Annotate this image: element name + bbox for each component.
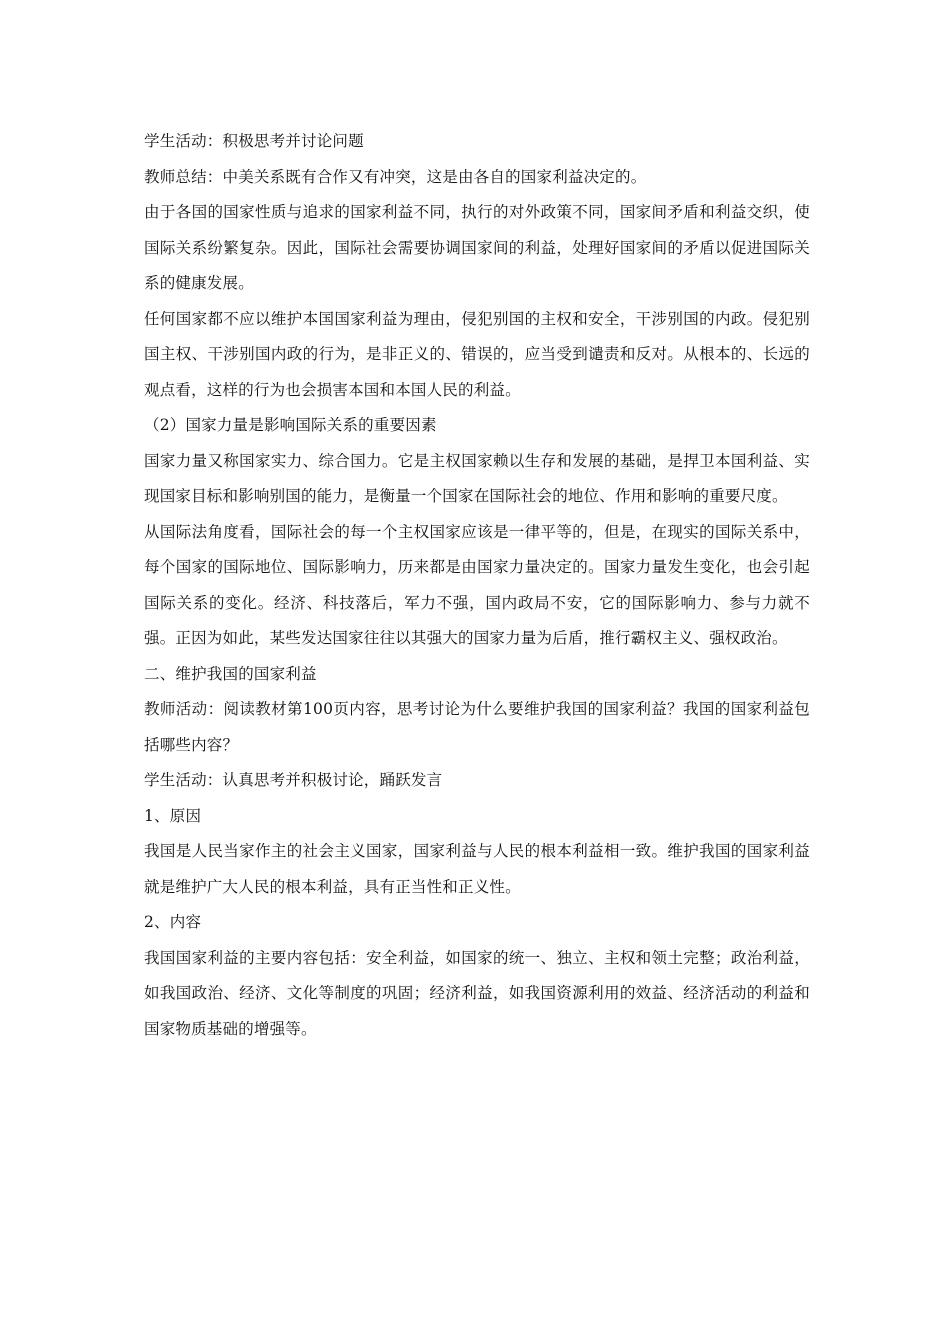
paragraph-teacher-activity: 教师活动：阅读教材第100页内容，思考讨论为什么要维护我国的国家利益？我国的国家利益包括哪些内容？ — [144, 700, 810, 754]
paragraph-student-activity-1: 学生活动：积极思考并讨论问题 — [144, 132, 364, 150]
document-body — [144, 124, 810, 1047]
paragraph-national-power-definition: 国家力量又称国家实力、综合国力。它是主权国家赖以生存和发展的基础，是捍卫本国利益、实现国家目标和影响别国的能力，是衡量一个国家在国际社会的地位、作用和影响的重要尺度。 — [144, 451, 810, 505]
paragraph-national-interests-conflict: 由于各国的国家性质与追求的国家利益不同，执行的对外政策不同，国家间矛盾和利益交织，使国际关系纷繁复杂。因此，国际社会需要协调国家间的利益，处理好国家间的矛盾以促进国际关系的健康发展。 — [144, 203, 810, 292]
section-heading-protect-interests: 二、维护我国的国家利益 — [144, 664, 317, 683]
paragraph-sovereignty: 任何国家都不应以维护本国国家利益为理由，侵犯别国的主权和安全，干涉别国的内政。侵犯别国主权、干涉别国内政的行为，是非正义的、错误的，应当受到谴责和反对。从根本的、长远的观点看，这样的行为也会损害本国和本国人民的利益。 — [144, 309, 810, 399]
paragraph-reason: 我国是人民当家作主的社会主义国家，国家利益与人民的根本利益相一致。维护我国的国家利益就是维护广大人民的根本利益，具有正当性和正义性。 — [144, 842, 810, 896]
paragraph-student-activity-2: 学生活动：认真思考并积极讨论，踊跃发言 — [144, 771, 443, 789]
paragraph-international-law: 从国际法角度看，国际社会的每一个主权国家应该是一律平等的，但是，在现实的国际关系中，每个国家的国际地位、国际影响力，历来都是由国家力量决定的。国家力量发生变化，也会引起国际关系的变化。经济、科技落后，军力不强，国内政局不安，它的国际影响力、参与力就不强。正因为如此，某些发达国家往往以其强大的国家力量为后盾，推行霸权主义、强权政治。 — [144, 522, 810, 647]
subheading-content: 2、内容 — [144, 913, 202, 931]
paragraph-heading-national-power: （2）国家力量是影响国际关系的重要因素 — [144, 416, 437, 434]
paragraph-content: 我国国家利益的主要内容包括：安全利益，如国家的统一、独立、主权和领土完整；政治利益，如我国政治、经济、文化等制度的巩固；经济利益，如我国资源利用的效益、经济活动的利益和国家物质基础的增强等。 — [144, 948, 810, 1038]
paragraph-teacher-summary: 教师总结：中美关系既有合作又有冲突，这是由各自的国家利益决定的。 — [144, 167, 647, 186]
subheading-reason: 1、原因 — [144, 806, 202, 825]
